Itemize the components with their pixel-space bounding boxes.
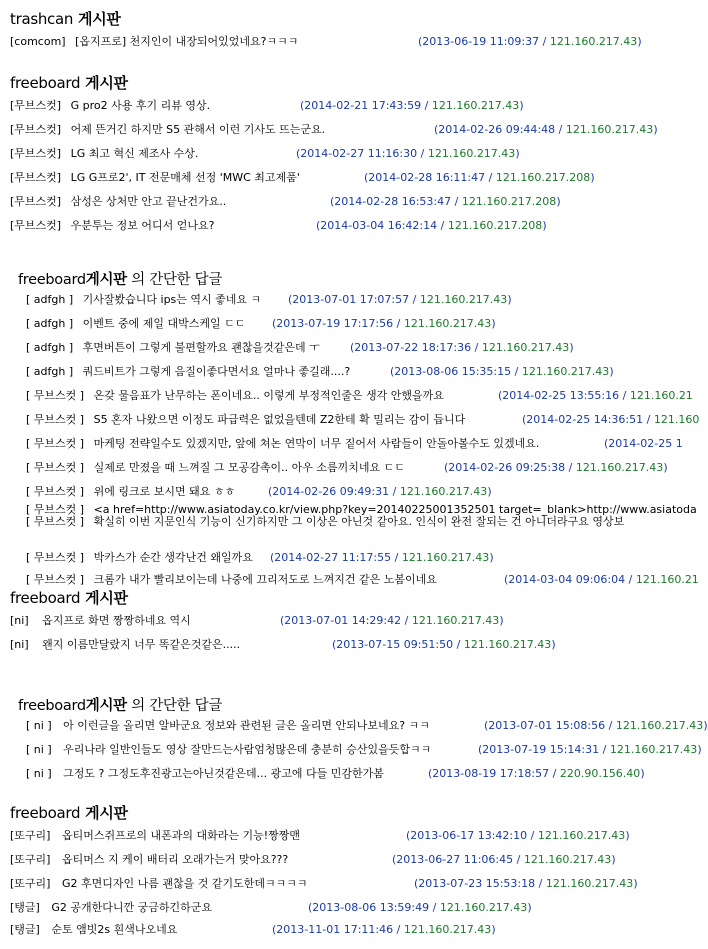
reply-meta: (2014-02-25 1 xyxy=(604,437,683,450)
post-meta: (2013-06-17 13:42:10 / 121.160.217.43) xyxy=(406,829,630,842)
post-meta: (2013-06-27 11:06:45 / 121.160.217.43) xyxy=(392,853,616,866)
post-ip: 121.160.217.43 xyxy=(411,614,500,627)
post-author: [comcom] xyxy=(10,35,66,48)
reply-row[interactable] xyxy=(26,572,699,588)
post-author: [무브스컷] xyxy=(10,147,62,160)
post-author: [또구리] xyxy=(10,853,51,866)
post-ip: 121.160.217.208 xyxy=(495,171,591,184)
reply-ip: 121.160.217.43 xyxy=(521,365,610,378)
reply-title-en: freeboard xyxy=(18,698,86,714)
reply-title-suffix: 의 간단한 답글 xyxy=(131,698,223,714)
post-date: 2013-08-06 13:59:49 xyxy=(312,901,430,914)
reply-date: 2014-03-04 09:06:04 xyxy=(508,573,626,586)
board-title-freeboard xyxy=(10,72,128,93)
reply-author: [ adfgh ] xyxy=(26,293,74,306)
reply-meta: (2013-07-01 15:08:56 / 121.160.217.43) xyxy=(484,719,708,732)
post-row[interactable] xyxy=(10,146,520,162)
post-row[interactable] xyxy=(10,828,630,844)
post-author: [무브스컷] xyxy=(10,219,62,232)
post-date: 2013-06-19 11:09:37 xyxy=(422,35,540,48)
reply-row[interactable] xyxy=(26,742,702,758)
reply-title-suffix: 의 간단한 답글 xyxy=(131,272,223,288)
post-ip: 121.160.217.208 xyxy=(461,195,557,208)
reply-date: 2014-02-25 14:36:51 xyxy=(526,413,644,426)
post-meta: (2014-02-26 09:44:48 / 121.160.217.43) xyxy=(434,123,658,136)
board-title-en: freeboard xyxy=(10,589,81,607)
reply-date: 2014-02-25 1 xyxy=(608,437,683,450)
reply-meta: (2013-08-19 17:18:57 / 220.90.156.40) xyxy=(428,767,645,780)
reply-date: 2014-02-26 09:25:38 xyxy=(448,461,566,474)
post-date: 2014-02-28 16:11:47 xyxy=(368,171,486,184)
reply-ip: 121.160.217.43 xyxy=(401,551,490,564)
post-ip: 121.160.217.208 xyxy=(447,219,543,232)
reply-row[interactable] xyxy=(26,766,645,782)
reply-author: [ 무브스컷 ] xyxy=(26,413,85,426)
post-meta: (2013-08-06 13:59:49 / 121.160.217.43) xyxy=(308,901,532,914)
reply-title-ko: 게시판 xyxy=(85,272,127,288)
board-title-trashcan xyxy=(10,8,121,29)
reply-meta: (2014-02-26 09:25:38 / 121.160.217.43) xyxy=(444,461,668,474)
reply-row[interactable] xyxy=(26,364,614,380)
post-subject-link[interactable]: LG 최고 혁신 제조사 수상. xyxy=(70,147,199,160)
post-date: 2013-07-01 14:29:42 xyxy=(284,614,402,627)
reply-subject-link[interactable]: 마케팅 전략일수도 있겠지만, 앞에 쳐논 연막이 너무 짙어서 사람들이 안돌아볼수도 있겠네요. xyxy=(93,437,540,450)
board-title-freeboard xyxy=(10,587,128,608)
post-ip: 121.160.217.43 xyxy=(545,877,634,890)
reply-subject-link[interactable]: 아 이런글을 올리면 알바군요 정보와 관련된 글은 올리면 안되나보네요? ㅋㅋ xyxy=(63,719,430,732)
reply-ip: 220.90.156.40 xyxy=(559,767,641,780)
post-date: 2013-07-15 09:51:50 xyxy=(336,638,454,651)
post-meta: (2013-06-19 11:09:37 / 121.160.217.43) xyxy=(418,35,642,48)
reply-row[interactable] xyxy=(26,550,494,566)
post-row[interactable] xyxy=(10,852,616,868)
board-title-ko: 게시판 xyxy=(85,74,128,92)
board-title-en: freeboard xyxy=(10,74,81,92)
post-author: [또구리] xyxy=(10,877,51,890)
post-subject-link[interactable]: 옵지프로 화면 짱짱하네요 역시 xyxy=(42,614,191,627)
post-meta: (2014-02-28 16:11:47 / 121.160.217.208) xyxy=(364,171,595,184)
post-ip: 121.160.217.43 xyxy=(565,123,654,136)
reply-subject-link[interactable]: 실제로 만졌을 때 느껴질 그 모공감촉이.. 아우 소름끼치네요 ㄷㄷ xyxy=(93,461,405,474)
post-date: 2013-07-23 15:53:18 xyxy=(418,877,536,890)
board-title-en: trashcan xyxy=(10,10,74,28)
post-subject-link[interactable]: 옵티머스 지 케이 배터리 오래가는거 맞아요??? xyxy=(61,853,289,866)
reply-date: 2013-07-01 15:08:56 xyxy=(488,719,606,732)
post-row[interactable] xyxy=(10,900,532,916)
reply-date: 2013-07-22 18:17:36 xyxy=(354,341,472,354)
reply-subject-link[interactable]: 크롬가 내가 빨리보이는데 나중에 끄리저도로 느껴지건 같은 노봄이네요 xyxy=(93,573,437,586)
reply-author: [ 무브스컷 ] xyxy=(26,515,85,528)
post-author: [ni] xyxy=(10,638,29,651)
reply-date: 2014-02-25 13:55:16 xyxy=(502,389,620,402)
post-date: 2014-02-21 17:43:59 xyxy=(304,99,422,112)
post-date: 2013-11-01 17:11:46 xyxy=(276,923,394,936)
reply-subject-link[interactable]: 기사잘봤습니다 ips는 역시 좋네요 ㅋ xyxy=(82,293,262,306)
post-subject-link[interactable]: 어제 뜬거긴 하지만 S5 관해서 이런 기사도 뜨는군요. xyxy=(70,123,326,136)
reply-date: 2013-08-19 17:18:57 xyxy=(432,767,550,780)
post-meta: (2013-07-01 14:29:42 / 121.160.217.43) xyxy=(280,614,504,627)
reply-title-ko: 게시판 xyxy=(85,698,127,714)
reply-ip: 121.160.217.43 xyxy=(419,293,508,306)
post-subject-link[interactable]: 옵티머스쥐프로의 내폰과의 대화라는 기능!짱짱맨 xyxy=(61,829,301,842)
reply-subject-link[interactable]: 박카스가 순간 생각난건 왜일까요 xyxy=(93,551,253,564)
post-subject-link[interactable]: 삼성은 상처만 안고 끝난건가요.. xyxy=(70,195,227,208)
post-row[interactable] xyxy=(10,34,642,50)
post-row[interactable] xyxy=(10,170,595,186)
board-title-freeboard xyxy=(10,802,128,823)
post-date: 2014-02-26 09:44:48 xyxy=(438,123,556,136)
post-ip: 121.160.217.43 xyxy=(523,853,612,866)
post-row[interactable] xyxy=(10,218,547,234)
reply-subject-link[interactable]: 그정도 ? 그정도후진광고는아닌것같은데... 광고에 다들 민감한가봄 xyxy=(63,767,384,780)
reply-title-en: freeboard xyxy=(18,272,86,288)
reply-author: [ 무브스컷 ] xyxy=(26,485,85,498)
reply-ip: 121.160.217.43 xyxy=(399,485,488,498)
reply-row[interactable] xyxy=(26,436,683,452)
reply-subject-link[interactable]: 후면버튼이 그렇게 불편할까요 괜찮을것같은데 ㅜ xyxy=(82,341,320,354)
reply-author: [ adfgh ] xyxy=(26,365,74,378)
post-author: [무브스컷] xyxy=(10,99,62,112)
post-author: [탱글] xyxy=(10,901,40,914)
post-ip: 121.160.217.43 xyxy=(427,147,516,160)
reply-author: [ ni ] xyxy=(26,743,52,756)
reply-row[interactable] xyxy=(26,292,512,308)
reply-author: [ 무브스컷 ] xyxy=(26,551,85,564)
reply-meta: (2013-08-06 15:35:15 / 121.160.217.43) xyxy=(390,365,614,378)
reply-ip: 121.160.217.43 xyxy=(403,317,492,330)
board-title-ko: 게시판 xyxy=(85,804,128,822)
reply-subject-link[interactable]: 온갖 물음표가 난무하는 폰이네요.. 이렇게 부정적인줄은 생각 안했을까요 xyxy=(93,389,444,402)
reply-meta: (2014-03-04 09:06:04 / 121.160.21 xyxy=(504,573,699,586)
reply-row[interactable] xyxy=(26,514,624,530)
post-row[interactable] xyxy=(10,613,504,629)
post-row[interactable] xyxy=(10,876,638,892)
reply-date: 2013-08-06 15:35:15 xyxy=(394,365,512,378)
reply-subject-link[interactable]: <a href=http://www.asiatoday.co.kr/view.php?key=20140225001352501 target=_blank>http://www.asiatoda xyxy=(93,503,697,516)
reply-row[interactable] xyxy=(26,412,700,428)
post-ip: 121.160.217.43 xyxy=(431,99,520,112)
reply-author: [ adfgh ] xyxy=(26,341,74,354)
reply-ip: 121.160.21 xyxy=(629,389,693,402)
post-subject-link[interactable]: G2 후면디자인 나름 괜찮을 것 같기도한데ㅋㅋㅋㅋ xyxy=(61,877,308,890)
post-subject-link[interactable]: 왠지 이름만달랐지 너무 똑같은것같은..... xyxy=(42,638,241,651)
post-meta: (2014-02-28 16:53:47 / 121.160.217.208) xyxy=(330,195,561,208)
post-ip: 121.160.217.43 xyxy=(439,901,528,914)
board-title-ko: 게시판 xyxy=(78,10,121,28)
reply-author: [ 무브스컷 ] xyxy=(26,503,85,516)
reply-subject-link[interactable]: 쿼드비트가 그렇게 음질이좋다면서요 얼마나 좋길래....? xyxy=(82,365,351,378)
post-meta: (2014-02-27 11:16:30 / 121.160.217.43) xyxy=(296,147,520,160)
reply-ip: 121.160.21 xyxy=(635,573,699,586)
reply-row[interactable] xyxy=(26,718,708,734)
post-subject-link[interactable]: 순토 앰빗2s 흰색나오네요 xyxy=(51,923,178,936)
reply-row[interactable] xyxy=(26,460,668,476)
post-subject-link[interactable]: G2 공개한다니깐 궁금하긴하군요 xyxy=(51,901,212,914)
board-title-en: freeboard xyxy=(10,804,81,822)
reply-author: [ adfgh ] xyxy=(26,317,74,330)
post-date: 2014-02-27 11:16:30 xyxy=(300,147,418,160)
reply-meta: (2013-07-19 15:14:31 / 121.160.217.43) xyxy=(478,743,702,756)
post-ip: 121.160.217.43 xyxy=(537,829,626,842)
post-row[interactable] xyxy=(10,637,556,653)
post-ip: 121.160.217.43 xyxy=(403,923,492,936)
post-meta: (2014-03-04 16:42:14 / 121.160.217.208) xyxy=(316,219,547,232)
post-author: [무브스컷] xyxy=(10,195,62,208)
reply-section-title xyxy=(18,268,222,289)
post-meta: (2013-11-01 17:11:46 / 121.160.217.43) xyxy=(272,923,496,936)
reply-row[interactable] xyxy=(26,340,574,356)
post-author: [탱글] xyxy=(10,923,40,936)
post-subject-link[interactable]: [옵지프로] 천지인이 내장되어있었네요?ㅋㅋㅋ xyxy=(75,35,299,48)
post-date: 2014-02-28 16:53:47 xyxy=(334,195,452,208)
reply-ip: 121.160.217.43 xyxy=(609,743,698,756)
reply-row[interactable] xyxy=(26,388,693,404)
reply-row[interactable] xyxy=(26,484,492,500)
post-ip: 121.160.217.43 xyxy=(549,35,638,48)
post-ip: 121.160.217.43 xyxy=(463,638,552,651)
reply-subject-link[interactable]: 확실히 이번 지문인식 기능이 신기하지만 그 이상은 아닌것 같아요. 인식이 완전 잘되는 건 아니더라구요 영상보 xyxy=(93,515,625,528)
reply-meta: (2014-02-25 14:36:51 / 121.160 xyxy=(522,413,700,426)
reply-subject-link[interactable]: S5 혼자 나왔으면 이정도 파급력은 없었을텐데 Z2한테 확 밀리는 감이 듭니다 xyxy=(93,413,466,426)
reply-meta: (2013-07-22 18:17:36 / 121.160.217.43) xyxy=(350,341,574,354)
post-meta: (2014-02-21 17:43:59 / 121.160.217.43) xyxy=(300,99,524,112)
reply-section-title xyxy=(18,694,222,715)
reply-author: [ 무브스컷 ] xyxy=(26,461,85,474)
post-date: 2013-06-27 11:06:45 xyxy=(396,853,514,866)
reply-ip: 121.160.217.43 xyxy=(615,719,704,732)
reply-author: [ ni ] xyxy=(26,719,52,732)
reply-author: [ ni ] xyxy=(26,767,52,780)
reply-subject-link[interactable]: 우리나라 일반인들도 영상 잘만드는사람엄청많은데 충분히 승산있을듯합ㅋㅋ xyxy=(63,743,432,756)
reply-date: 2013-07-19 15:14:31 xyxy=(482,743,600,756)
reply-date: 2013-07-01 17:07:57 xyxy=(292,293,410,306)
reply-subject-link[interactable]: 이벤트 중에 제일 대박스케일 ㄷㄷ xyxy=(82,317,246,330)
reply-author: [ 무브스컷 ] xyxy=(26,573,85,586)
reply-date: 2014-02-26 09:49:31 xyxy=(272,485,390,498)
post-author: [무브스컷] xyxy=(10,123,62,136)
post-row[interactable] xyxy=(10,194,561,210)
reply-author: [ 무브스컷 ] xyxy=(26,437,85,450)
reply-ip: 121.160.217.43 xyxy=(481,341,570,354)
reply-author: [ 무브스컷 ] xyxy=(26,389,85,402)
post-subject-link[interactable]: G pro2 사용 후기 리뷰 영상. xyxy=(70,99,211,112)
reply-date: 2014-02-27 11:17:55 xyxy=(274,551,392,564)
reply-date: 2013-07-19 17:17:56 xyxy=(276,317,394,330)
post-date: 2014-03-04 16:42:14 xyxy=(320,219,438,232)
post-author: [ni] xyxy=(10,614,29,627)
reply-ip: 121.160 xyxy=(653,413,700,426)
reply-meta: (2013-07-19 17:17:56 / 121.160.217.43) xyxy=(272,317,496,330)
reply-subject-link[interactable]: 위에 링크로 보시면 돼요 ㅎㅎ xyxy=(93,485,236,498)
post-subject-link[interactable]: 우분투는 정보 어디서 얻나요? xyxy=(70,219,215,232)
board-title-ko: 게시판 xyxy=(85,589,128,607)
post-author: [무브스컷] xyxy=(10,171,62,184)
post-row[interactable] xyxy=(10,98,524,114)
reply-ip: 121.160.217.43 xyxy=(575,461,664,474)
reply-list-freeboard-2 xyxy=(0,718,708,788)
post-meta: (2013-07-23 15:53:18 / 121.160.217.43) xyxy=(414,877,638,890)
reply-meta: (2014-02-26 09:49:31 / 121.160.217.43) xyxy=(268,485,492,498)
post-row[interactable] xyxy=(10,122,658,138)
reply-meta: (2014-02-27 11:17:55 / 121.160.217.43) xyxy=(270,551,494,564)
reply-meta: (2014-02-25 13:55:16 / 121.160.21 xyxy=(498,389,693,402)
post-date: 2013-06-17 13:42:10 xyxy=(410,829,528,842)
reply-row[interactable] xyxy=(26,316,496,332)
reply-list-freeboard-1 xyxy=(0,292,700,584)
post-row[interactable] xyxy=(10,922,496,938)
post-meta: (2013-07-15 09:51:50 / 121.160.217.43) xyxy=(332,638,556,651)
post-author: [또구리] xyxy=(10,829,51,842)
reply-meta: (2013-07-01 17:07:57 / 121.160.217.43) xyxy=(288,293,512,306)
post-subject-link[interactable]: LG G프로2', IT 전문매체 선정 'MWC 최고제품' xyxy=(70,171,300,184)
